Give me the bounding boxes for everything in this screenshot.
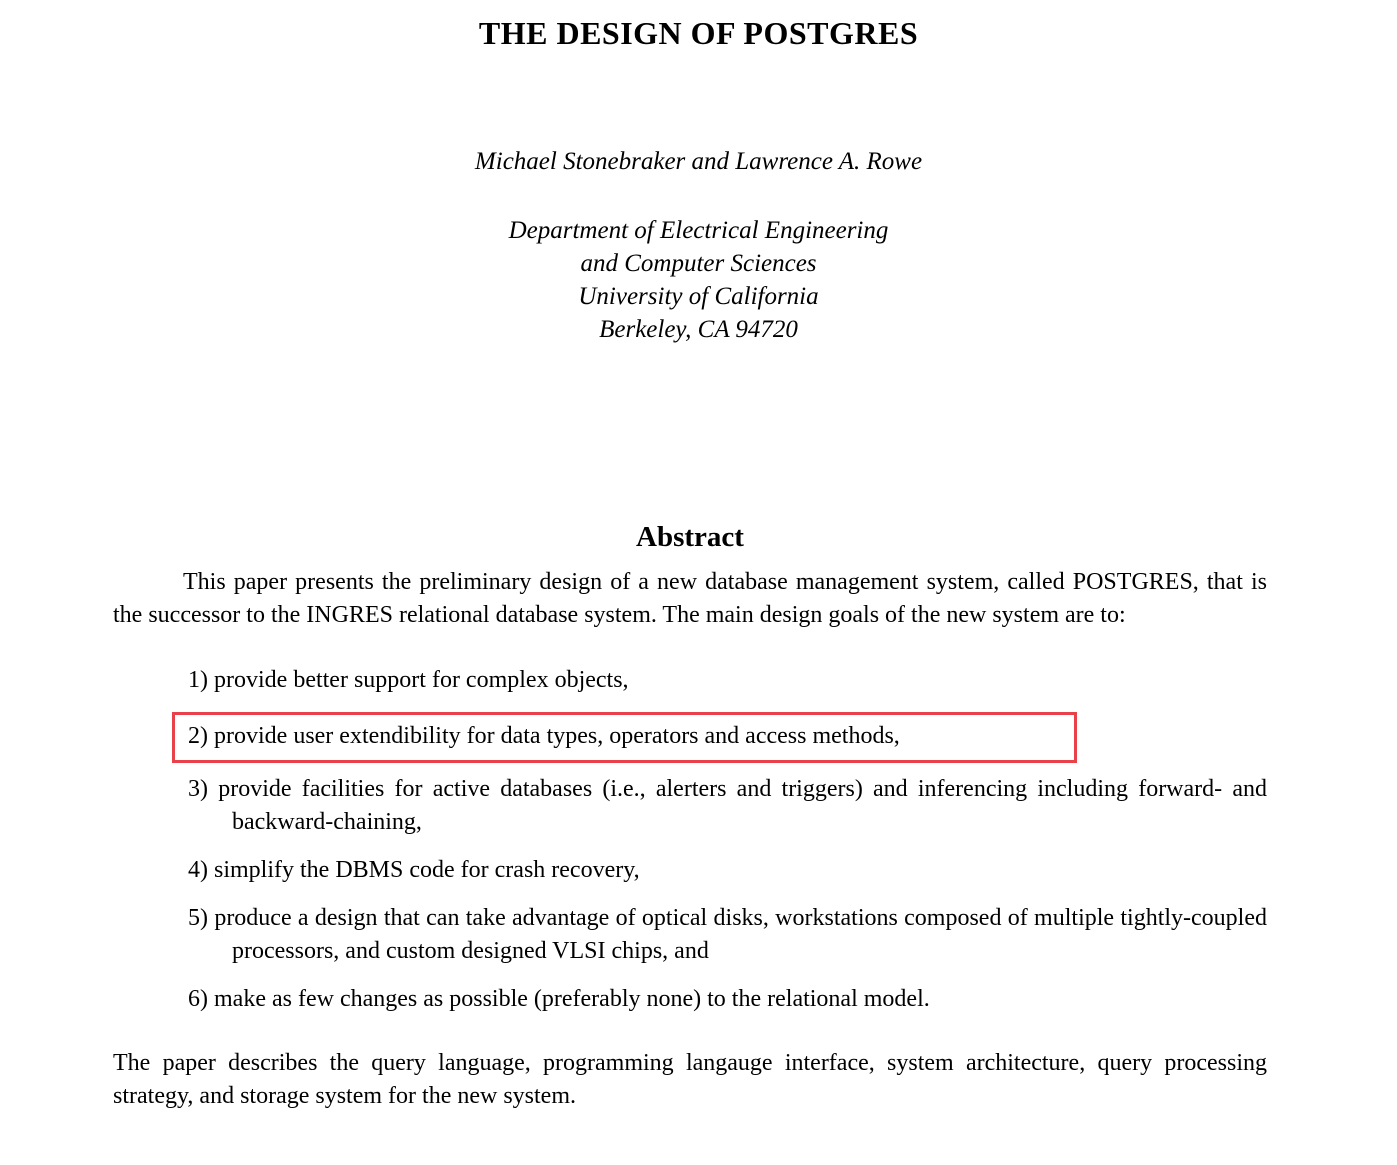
goal-item-2-highlighted	[188, 720, 1064, 753]
goal-number: 5)	[188, 905, 208, 931]
authors-line: Michael Stonebraker and Lawrence A. Rowe	[474, 148, 923, 175]
goal-number: 4)	[188, 857, 208, 883]
design-goals-list	[113, 664, 1267, 1016]
goal-number: 1)	[188, 667, 208, 693]
affiliation-line-university: University of California	[578, 283, 819, 310]
abstract-section	[113, 518, 1267, 1113]
goal-text: provide facilities for active databases (i.e., alerters and triggers) and inferencing including forward- and backward-chaining,	[218, 776, 1267, 835]
goal-number: 6)	[188, 986, 208, 1012]
affiliation-line-department: Department of Electrical Engineering	[508, 217, 889, 244]
affiliation-line-city: Berkeley, CA 94720	[599, 316, 798, 343]
abstract-heading: Abstract	[636, 521, 744, 553]
goal-item-4	[113, 854, 1267, 887]
goal-item-5	[113, 902, 1267, 968]
affiliation-block	[0, 214, 1397, 346]
goal-number: 2)	[188, 723, 208, 749]
paper-title: THE DESIGN OF POSTGRES	[478, 15, 919, 51]
goal-item-1	[113, 664, 1267, 697]
goal-item-3	[113, 773, 1267, 839]
goal-text: simplify the DBMS code for crash recovery,	[214, 857, 640, 883]
abstract-intro-paragraph: This paper presents the preliminary design of a new database management system, called POSTGRES, that is the successor to the INGRES relational database system. The main design goals of the new system are to:	[113, 569, 1267, 628]
goal-text: produce a design that can take advantage of optical disks, workstations composed of multiple tightly-coupled processors, and custom designed VLSI chips, and	[214, 905, 1267, 964]
highlight-box	[172, 712, 1077, 763]
goal-item-6	[113, 983, 1267, 1016]
abstract-closing-paragraph: The paper describes the query language, programming langauge interface, system architecture, query processing strategy, and storage system for the new system.	[113, 1050, 1267, 1109]
affiliation-line-department-2: and Computer Sciences	[580, 250, 817, 277]
goal-number: 3)	[188, 776, 208, 802]
goal-text: provide user extendibility for data types, operators and access methods,	[214, 723, 900, 749]
goal-text: provide better support for complex objects,	[214, 667, 629, 693]
goal-text: make as few changes as possible (preferably none) to the relational model.	[214, 986, 930, 1012]
